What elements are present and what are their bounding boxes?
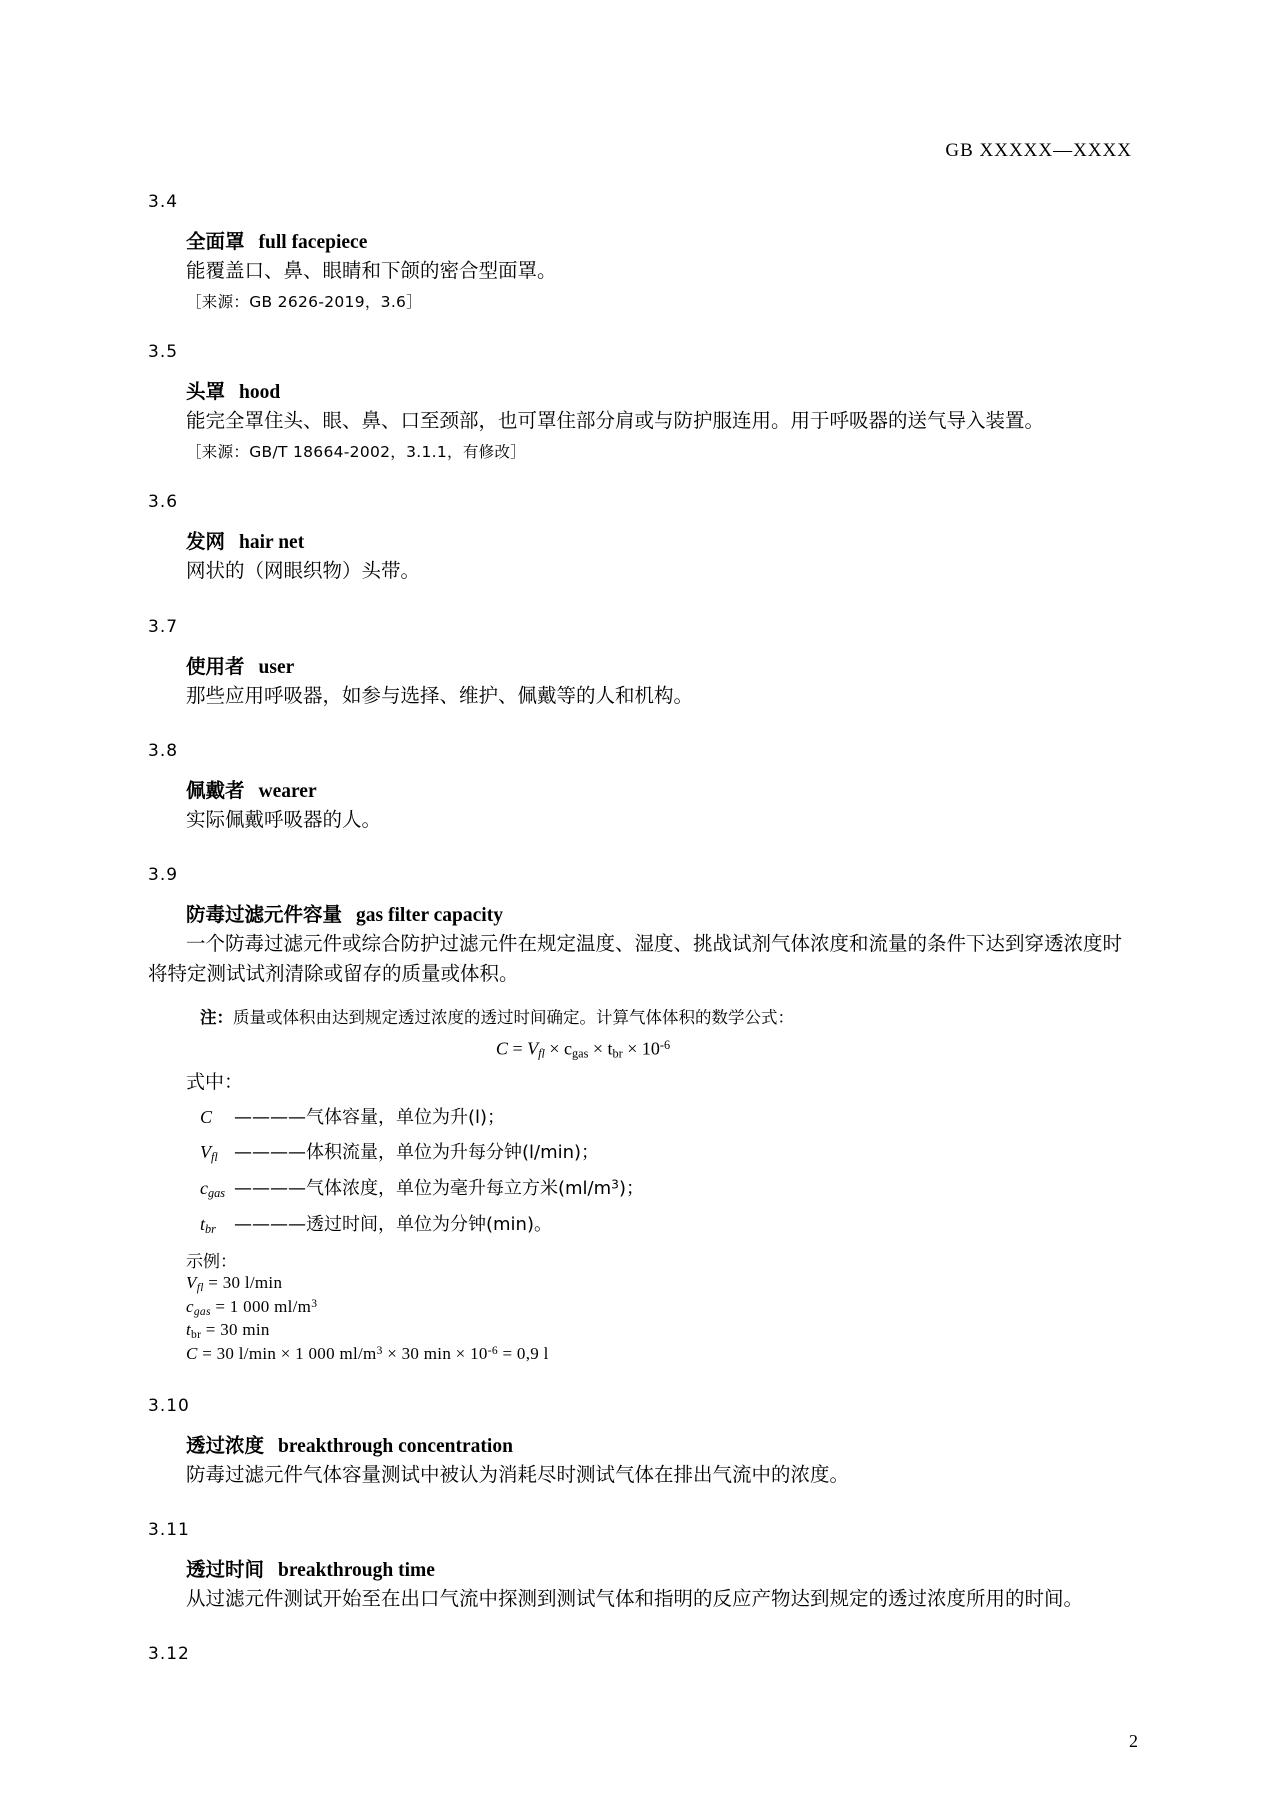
term-definition: 从过滤元件测试开始至在出口气流中探测到测试气体和指明的反应产物达到规定的透过浓度所用的时间。 <box>186 1587 1084 1611</box>
term-heading <box>186 376 1138 404</box>
note-text: 质量或体积由达到规定透过浓度的透过时间确定。计算气体体积的数学公式： <box>233 1007 794 1027</box>
term-definition: 能覆盖口、鼻、眼睛和下颌的密合型面罩。 <box>186 259 557 282</box>
variable-definition <box>200 1103 1138 1129</box>
term-cn: 佩戴者 <box>186 778 245 802</box>
page-header: GB XXXXX—XXXX <box>945 140 1132 161</box>
example-label: 示例： <box>186 1252 237 1273</box>
term-heading <box>186 775 1138 803</box>
note-block <box>200 1004 1138 1028</box>
term-en: wearer <box>258 780 317 802</box>
term-en: user <box>258 656 295 678</box>
term-en: breakthrough time <box>278 1560 435 1582</box>
variable-symbol: $V_{fl}$ <box>200 1142 218 1165</box>
term-definition: 那些应用呼吸器，如参与选择、维护、佩戴等的人和机构。 <box>186 683 694 707</box>
variable-text: ————气体容量，单位为升(l)； <box>234 1107 506 1129</box>
term-cn: 透过浓度 <box>186 1433 265 1457</box>
term-source: ［来源：GB/T 18664-2002，3.1.1，有修改］ <box>186 443 527 462</box>
term-en: gas filter capacity <box>356 905 503 927</box>
term-definition: 网状的（网眼织物）头带。 <box>186 559 421 583</box>
variable-text: ————体积流量，单位为升每分钟(l/min)； <box>234 1142 600 1164</box>
note-label: 注： <box>200 1007 233 1027</box>
term-en: breakthrough concentration <box>278 1435 513 1457</box>
term-heading <box>186 1430 1138 1458</box>
term-en: hood <box>239 382 281 404</box>
variable-text: ————透过时间，单位为分钟(min)。 <box>234 1214 552 1236</box>
variable-symbol: $c_{gas}$ <box>200 1178 225 1201</box>
clause-number: 3.12 <box>148 1644 190 1665</box>
term-definition: 防毒过滤元件气体容量测试中被认为消耗尽时测试气体在排出气流中的浓度。 <box>186 1462 850 1486</box>
term-en: hair net <box>239 532 305 554</box>
term-en: full facepiece <box>258 232 368 253</box>
term-cn: 防毒过滤元件容量 <box>186 903 343 927</box>
term-cn: 透过时间 <box>186 1558 265 1582</box>
clause-number: 3.11 <box>148 1520 190 1541</box>
variable-symbol: $t_{br}$ <box>200 1214 216 1237</box>
term-cn: 发网 <box>186 530 226 554</box>
term-heading <box>186 226 1138 254</box>
term-heading <box>186 899 1138 927</box>
variable-text: ————气体浓度，单位为毫升每立方米$(ml/m^3)$； <box>234 1177 644 1200</box>
term-definition: 一个防毒过滤元件或综合防护过滤元件在规定温度、湿度、挑战试剂气体浓度和流量的条件下达到穿透浓度时将特定测试试剂清除或留存的质量或体积。 <box>148 932 1123 986</box>
formula-gas-volume: $C = V_{fl} \times c_{gas} \times t_{br} \times 10^{-6}$ <box>495 1037 671 1061</box>
example-line: $c_{gas} = 1$ 000 $ml/m^3$ <box>186 1296 318 1318</box>
clause-number: 3.9 <box>148 865 179 886</box>
term-heading <box>186 526 1138 554</box>
variable-definition <box>200 1210 1138 1237</box>
clause-number: 3.8 <box>148 740 179 761</box>
term-definition: 能完全罩住头、眼、鼻、口至颈部，也可罩住部分肩或与防护服连用。用于呼吸器的送气导入装置。 <box>186 409 1045 433</box>
term-source: ［来源：GB 2626-2019，3.6］ <box>186 293 423 312</box>
clause-number: 3.5 <box>148 342 179 363</box>
where-label: 式中： <box>186 1071 244 1094</box>
variable-symbol: C <box>200 1107 213 1128</box>
term-cn: 头罩 <box>186 380 226 404</box>
example-line: $V_{fl} = 30$ l/min <box>186 1273 283 1295</box>
term-heading <box>186 651 1138 679</box>
clause-number: 3.7 <box>148 616 179 637</box>
term-definition: 实际佩戴呼吸器的人。 <box>186 807 382 831</box>
term-cn: 全面罩 <box>186 230 245 253</box>
term-cn: 使用者 <box>186 654 245 678</box>
clause-number: 3.10 <box>148 1395 190 1416</box>
page-content <box>148 0 1138 1668</box>
example-line: $t_{br} = 30$ min <box>186 1320 270 1342</box>
variable-definition <box>200 1138 1138 1165</box>
clause-number: 3.6 <box>148 492 179 513</box>
variable-definition <box>200 1174 1138 1201</box>
term-heading <box>186 1554 1138 1582</box>
clause-number: 3.4 <box>148 192 179 212</box>
page-number: 2 <box>1129 1731 1138 1751</box>
example-line: C = 30 l/min × 1 000 $ml/m^3 \times 30$ $\min \times 10^{-6} = 0,9$ l <box>186 1343 549 1364</box>
